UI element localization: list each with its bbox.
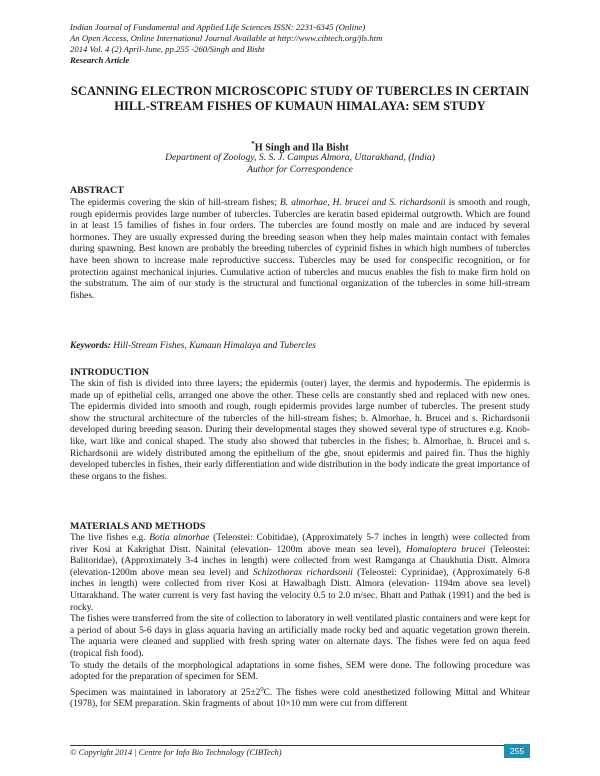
methods-heading: MATERIALS AND METHODS [70,521,206,532]
journal-name-line: Indian Journal of Fundamental and Applied Life Sciences ISSN: 2231-6345 (Online) [70,22,366,32]
introduction-heading: INTRODUCTION [70,367,150,378]
department: Department of Zoology, S. S. J. Campus Almora, Uttarakhand, (India) [165,152,435,163]
abstract-body: The epidermis covering the skin of hill-stream fishes; B. almorhae, H. brucei and S. richardsonii is smooth and rough, rough epidermis provides large number of tubercles. Tubercles are keratin based epidermal outgrowth. Which are found in at least 15 families of fishes in four orders. The tubercles are found mostly on male and are induced by several hormones. They are usually expressed during the breeding season when they help males maintain contact with females during spawning. Best known are probably the breeding tubercles of cyprinid fishes in which high numbers of tubercles have been shown to increase male reproductive success. Tubercles may be used for conspecific recognition, or for protection against mechanical injuries. Cumulative action of tubercles and mucus enables the fish to make firm hold on the substratum. The aim of our study is the structural and functional organization of the tubercles in some hill-stream fishes. [70,198,531,301]
journal-volume-line: 2014 Vol. 4 (2) April-June, pp.255 -260/Singh and Bisht [70,44,265,54]
correspondence-note: Author for Correspondence [247,164,353,175]
keywords-label: Keywords: [70,341,111,351]
journal-header [70,22,540,66]
corresponding-mark: * [251,140,255,148]
affiliation [70,152,530,176]
methods-paragraph-1: The live fishes e.g. Botia almorhae (Teleostei: Cobitidae), (Approximately 5-7 inches in length) were collected from river Kosi at Kakrighat Distt. Nainital (elevation- 1200m above mean sea level), Homaloptera brucei (Teleostei: Balitoridae), (Approximately 3-4 inches in length) were collected from west Ramganga at Chaukhutia Distt. Almora (elevation-1200m above mean sea level) and Schizothorax richardsonii (Teleostei: Cyprinidae), (Approximately 6-8 inches in length) were collected from river Kosi at Hawalbagh Distt. Almora (elevation- 1194m above sea level) Uttarakhand. The water current is very fast having the velocity 0.5 to 2.0 m/sec. Bhatt and Pathak (1991) and the bed is rocky. [70,533,531,613]
methods-paragraph-2: The fishes were transferred from the site of collection to laboratory in well ventilated plastic containers and were kept for a period of about 5-6 days in glass aquaria having an artificially made rocky bed and aquatic vegetation grown therein. The aquaria were cleaned and supplied with fresh spring water on alternate days. The fishes were fed on aqua feed (tropical fish food). [70,614,530,659]
article-type: Research Article [70,55,130,65]
methods-paragraph-4: Specimen was maintained in laboratory at $25\pm 2^0C$. The fishes were cold anesthetized following Mittal and Whitear (1978), for SEM preparation. Skin fragments of about 10×10 mm were cut from different [70,685,531,710]
paper-title: SCANNING ELECTRON MICROSCOPIC STUDY OF TUBERCLES IN CERTAIN HILL-STREAM FISHES OF KUMAUN HIMALAYA: SEM STUDY [70,84,530,113]
methods-body [70,533,530,711]
copyright-footer: © Copyright 2014 | Centre for Info Bio Technology (CIBTech) [70,747,282,757]
keywords [70,340,530,352]
introduction-body: The skin of fish is divided into three layers; the epidermis (outer) layer, the dermis and hypodermis. The epidermis is made up of epithelial cells, arranged one above the other. These cells are constantly shed and replaced with new ones. The epidermis divided into smooth and rough, rough epidermis provides large number of tubercles. The present study show the structural architecture of the tubercles of the hill-stream fishes; b. Almorhae, h. Brucei and s. Richardsonii developed during breeding season. During their developmental stages they showed several type of structures e.g. Knob-like, wart like and conical shaped. The study also showed that tubercles in the fishes; b. Almorhae, h. Brucei and s. Richardsonii are widely distributed among the epithelium of the gbe, snout epidermis and paired fin. Thus the highly developed tubercles in fishes, their early differentiation and wide distribution in the body indicate the great importance of these organs to the fishes. [70,379,530,482]
keywords-text: Hill-Stream Fishes, Kumaun Himalaya and Tubercles [110,341,316,351]
page-number-badge: 255 [504,744,530,758]
journal-access-line: An Open Access, Online International Journal Available at http://www.cibtech.org/jls.htm [70,33,383,43]
methods-paragraph-3: To study the details of the morphological adaptations in some fishes, SEM were done. The following procedure was adopted for the preparation of specimen for SEM. [70,660,530,683]
abstract-heading: ABSTRACT [70,185,124,196]
author-names: H Singh and Ila Bisht [254,142,349,154]
species-names: B. almorhae, H. brucei and S. richardsonii [280,198,446,208]
footer-divider [70,745,530,746]
